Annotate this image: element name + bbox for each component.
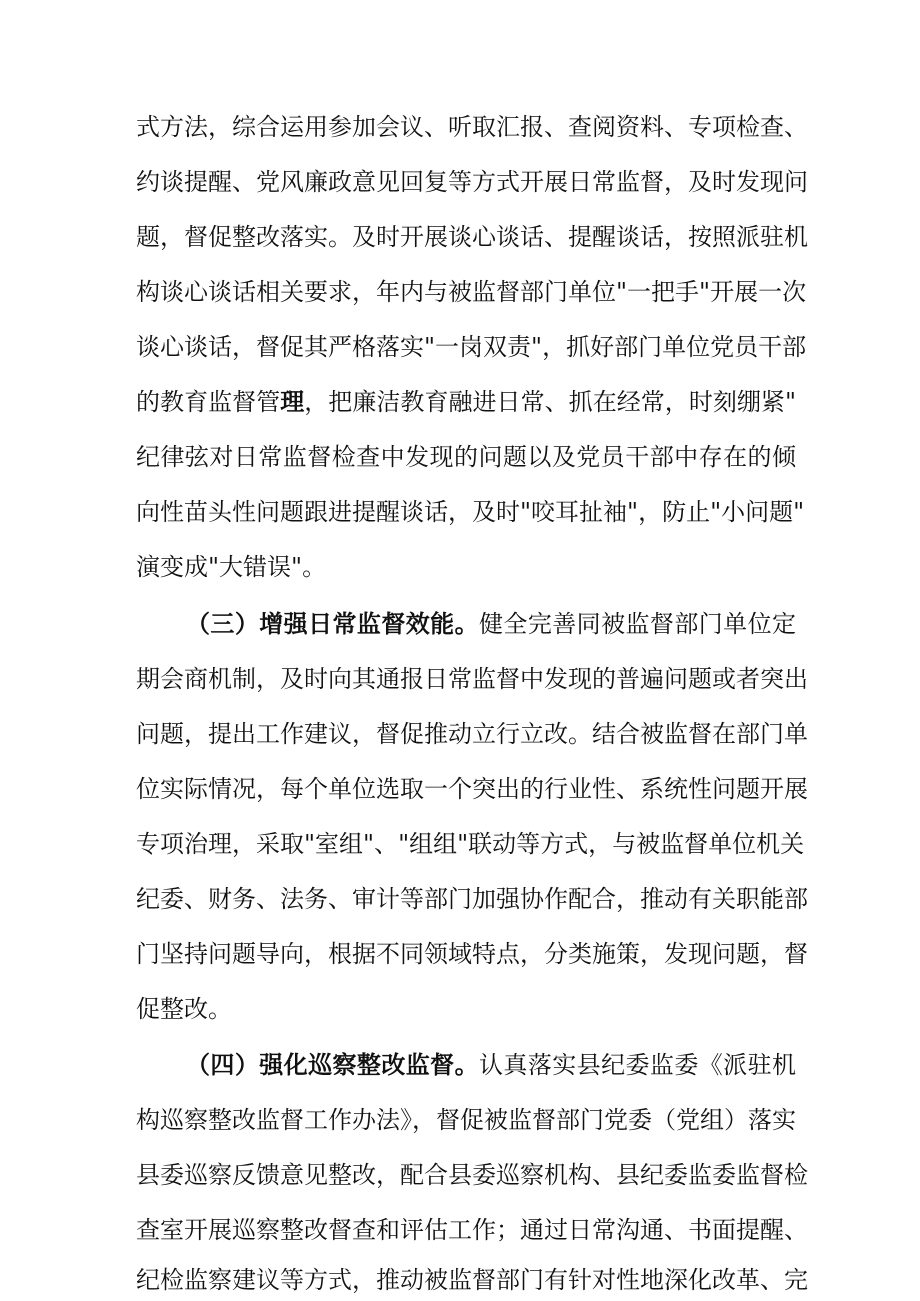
bold-text-segment: 理 <box>280 387 305 416</box>
text-segment: 的教育监督管 <box>136 388 281 416</box>
paragraph-first-line <box>186 1047 796 1083</box>
text-line: 构谈心谈话相关要求，年内与被监督部门单位"一把手"开展一次 <box>136 278 807 306</box>
text-segment: 健全完善同被监督部门单位定 <box>479 610 796 638</box>
text-line: 纪律弦对日常监督检查中发现的问题以及党员干部中存在的倾 <box>136 443 796 471</box>
section-heading: （三）增强日常监督效能。 <box>186 610 479 638</box>
section-heading: （四）强化巡察整改监督。 <box>186 1051 479 1079</box>
text-line <box>136 384 796 420</box>
text-line: 门坚持问题导向，根据不同领域特点，分类施策，发现问题，督 <box>136 940 808 968</box>
text-line: 纪检监察建议等方式，推动被监督部门有针对性地深化改革、完 <box>136 1266 808 1294</box>
paragraph-first-line <box>186 606 796 642</box>
text-line: 查室开展巡察整改督查和评估工作；通过日常沟通、书面提醒、 <box>136 1216 808 1244</box>
text-line: 题，督促整改落实。及时开展谈心谈话、提醒谈话，按照派驻机 <box>136 223 808 251</box>
text-line: 期会商机制，及时向其通报日常监督中发现的普遍问题或者突出 <box>136 665 808 693</box>
text-line: 专项治理，采取"室组"、"组组"联动等方式，与被监督单位机关 <box>136 830 805 858</box>
text-line: 约谈提醒、党风廉政意见回复等方式开展日常监督，及时发现问 <box>136 168 808 196</box>
text-segment: ，把廉洁教育融进日常、抓在经常，时刻绷紧" <box>304 388 797 416</box>
text-line: 演变成"大错误"。 <box>136 553 327 581</box>
text-line: 构巡察整改监督工作办法》，督促被监督部门党委（党组）落实 <box>136 1106 796 1134</box>
text-line: 向性苗头性问题跟进提醒谈话，及时"咬耳扯袖"，防止"小问题" <box>136 498 805 526</box>
text-segment: 认真落实县纪委监委《派驻机 <box>479 1051 796 1079</box>
text-line: 问题，提出工作建议，督促推动立行立改。结合被监督在部门单 <box>136 720 808 748</box>
text-line: 纪委、财务、法务、审计等部门加强协作配合，推动有关职能部 <box>136 885 808 913</box>
text-line: 促整改。 <box>136 995 232 1023</box>
text-line: 式方法，综合运用参加会议、听取汇报、查阅资料、专项检查、 <box>136 113 808 141</box>
text-line: 位实际情况，每个单位选取一个突出的行业性、系统性问题开展 <box>136 775 808 803</box>
text-line: 县委巡察反馈意见整改，配合县委巡察机构、县纪委监委监督检 <box>136 1161 808 1189</box>
text-line: 谈心谈话，督促其严格落实"一岗双责"，抓好部门单位党员干部 <box>136 333 807 361</box>
